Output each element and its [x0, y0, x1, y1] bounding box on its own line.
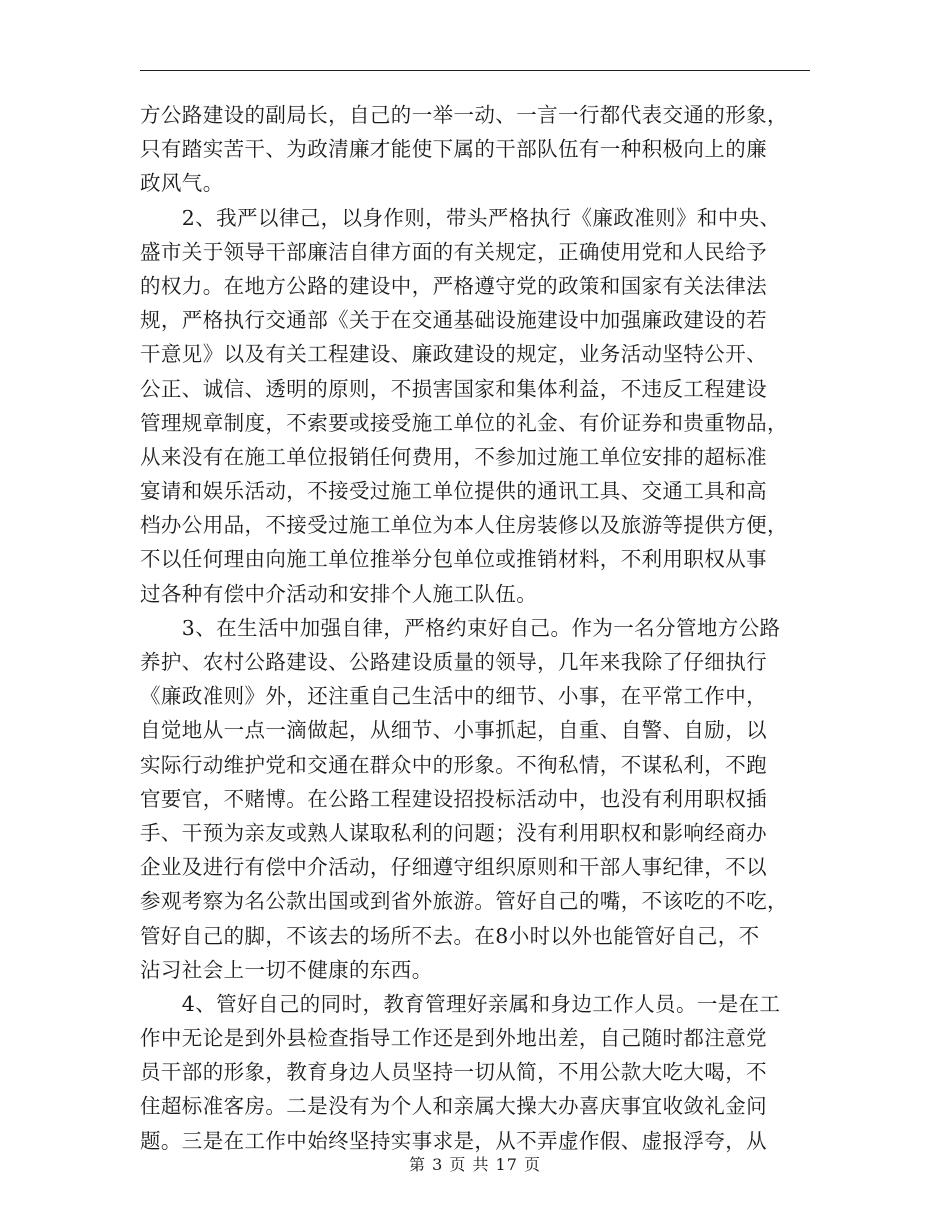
header-rule	[140, 70, 810, 71]
body-line: 的权力。在地方公路的建设中，严格遵守党的政策和国家有关法律法	[140, 273, 767, 298]
body-line: 政风气。	[140, 171, 224, 196]
body-line: 官要官，不赌博。在公路工程建设招投标活动中，也没有利用职权插	[140, 786, 767, 811]
body-line: 盛市关于领导干部廉洁自律方面的有关规定，正确使用党和人民给予	[140, 239, 767, 264]
body-line: 参观考察为名公款出国或到省外旅游。管好自己的嘴，不该吃的不吃，	[140, 889, 788, 914]
body-line: 宴请和娱乐活动，不接受过施工单位提供的通讯工具、交通工具和高	[140, 479, 767, 504]
body-line: 4、管好自己的同时，教育管理好亲属和身边工作人员。一是在工	[140, 991, 781, 1016]
body-line: 企业及进行有偿中介活动，仔细遵守组织原则和干部人事纪律，不以	[140, 855, 767, 880]
body-line: 公正、诚信、透明的原则，不损害国家和集体利益，不违反工程建设	[140, 376, 767, 401]
body-line: 作中无论是到外县检查指导工作还是到外地出差，自己随时都注意党	[140, 1026, 767, 1051]
body-line: 档办公用品，不接受过施工单位为本人住房装修以及旅游等提供方便，	[140, 513, 788, 538]
body-line: 题。三是在工作中始终坚持实事求是，从不弄虚作假、虚报浮夸，从	[140, 1128, 767, 1153]
body-line: 实际行动维护党和交通在群众中的形象。不徇私情，不谋私利，不跑	[140, 752, 767, 777]
body-line: 沾习社会上一切不健康的东西。	[140, 957, 433, 982]
body-line: 从来没有在施工单位报销任何费用，不参加过施工单位安排的超标准	[140, 444, 767, 469]
body-line: 方公路建设的副局长，自己的一举一动、一言一行都代表交通的形象，	[140, 103, 788, 127]
body-line: 养护、农村公路建设、公路建设质量的领导，几年来我除了仔细执行	[140, 650, 767, 674]
body-line: 《廉政准则》外，还注重自己生活中的细节、小事，在平常工作中，	[140, 684, 767, 709]
body-line: 2、我严以律己，以身作则，带头严格执行《廉政准则》和中央、	[140, 205, 781, 230]
document-body	[140, 98, 810, 1158]
body-line: 过各种有偿中介活动和安排个人施工队伍。	[140, 581, 538, 606]
body-line: 干意见》以及有关工程建设、廉政建设的规定，业务活动坚特公开、	[140, 342, 767, 367]
body-line: 住超标准客房。二是没有为个人和亲属大操大办喜庆事宜收敛礼金问	[140, 1094, 767, 1119]
body-line: 管理规章制度，不索要或接受施工单位的礼金、有价证券和贵重物品，	[140, 410, 788, 435]
body-line: 自觉地从一点一滴做起，从细节、小事抓起，自重、自警、自励，以	[140, 718, 767, 743]
body-line: 不以任何理由向施工单位推举分包单位或推销材料，不利用职权从事	[140, 547, 767, 572]
body-line: 3、在生活中加强自律，严格约束好自己。作为一名分管地方公路	[140, 615, 781, 640]
body-line: 员干部的形象，教育身边人员坚持一切从简，不用公款大吃大喝，不	[140, 1060, 767, 1085]
page-number: 第 3 页 共 17 页	[409, 1155, 541, 1174]
body-line: 管好自己的脚，不该去的场所不去。在8小时以外也能管好自己，不	[140, 923, 760, 948]
body-line: 只有踏实苦干、为政清廉才能使下属的干部队伍有一种积极向上的廉	[140, 137, 767, 162]
body-line: 手、干预为亲友或熟人谋取私利的问题；没有利用职权和影响经商办	[140, 820, 767, 845]
body-line: 规，严格执行交通部《关于在交通基础设施建设中加强廉政建设的若	[140, 308, 767, 333]
